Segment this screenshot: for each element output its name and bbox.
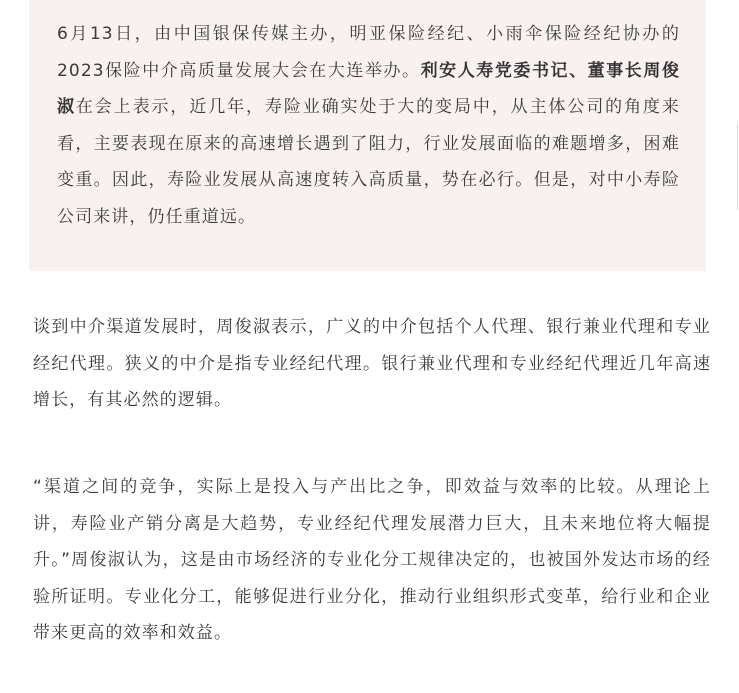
article-paragraph-competition: “渠道之间的竞争，实际上是投入与产出比之争，即效益与效率的比较。从理论上讲，寿险业产销分离是大趋势，专业经纪代理发展潜力巨大，且未来地位将大幅提升。”周俊淑认为，这是由市场经济的专业化分工规律决定的，也被国外发达市场的经验所证明。专业化分工，能够促进行业分化，推动行业组织形式变革，给行业和企业带来更高的效率和效益。: [33, 477, 711, 643]
article-paragraph-intermediary: 谈到中介渠道发展时，周俊淑表示，广义的中介包括个人代理、银行兼业代理和专业经纪代理。狭义的中介是指专业经纪代理。银行兼业代理和专业经纪代理近几年高速增长，有其必然的逻辑。: [33, 317, 711, 410]
quote-text-rest: 在会上表示，近几年，寿险业确实处于大的变局中，从主体公司的角度来看，主要表现在原来的高速增长遇到了阻力，行业发展面临的难题增多，困难变重。因此，寿险业发展从高速度转入高质量，势在必行。但是，对中小寿险公司来讲，仍任重道远。: [57, 97, 680, 227]
scroll-edge-line: [737, 124, 738, 210]
quote-text-lead: 6月13日，由中国银保传媒主办，明亚保险经纪、小雨伞保险经纪协办的2023保险中介高质量发展大会在大连举办。: [57, 24, 680, 81]
quote-block: [29, 0, 706, 271]
quote-paragraph: [57, 16, 680, 235]
quote-speaker-highlight: 利安人寿党委书记、董事长周俊淑: [57, 60, 680, 117]
